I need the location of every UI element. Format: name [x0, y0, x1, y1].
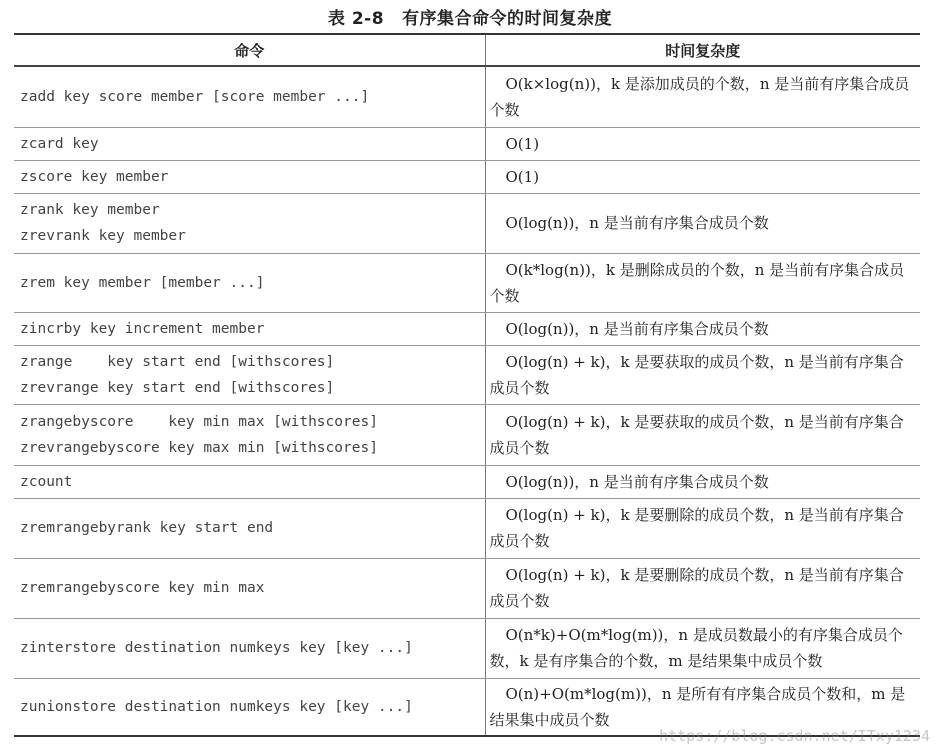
command-cell: zrank key member zrevrank key member	[14, 193, 485, 253]
complexity-cell: O(log(n))，n 是当前有序集合成员个数	[485, 465, 920, 498]
command-cell: zcount	[14, 465, 485, 498]
table-caption: 有序集合命令的时间复杂度	[402, 9, 613, 29]
complexity-cell: O(n)+O(m*log(m))，n 是所有有序集合成员个数和，m 是结果集中成员个数	[485, 678, 920, 736]
table-row	[14, 127, 920, 160]
table-row	[14, 345, 920, 404]
table-row	[14, 253, 920, 312]
table-row	[14, 558, 920, 618]
complexity-cell: O(log(n) + k)，k 是要获取的成员个数，n 是当前有序集合成员个数	[485, 404, 920, 465]
command-cell: zunionstore destination numkeys key [key ...]	[14, 678, 485, 736]
table-row	[14, 404, 920, 465]
table-row	[14, 193, 920, 253]
complexity-table	[14, 33, 920, 737]
header-row	[14, 34, 920, 66]
complexity-cell: O(log(n) + k)，k 是要删除的成员个数，n 是当前有序集合成员个数	[485, 498, 920, 558]
complexity-cell: O(log(n))，n 是当前有序集合成员个数	[485, 193, 920, 253]
command-cell: zrangebyscore key min max [withscores] zrevrangebyscore key max min [withscores]	[14, 404, 485, 465]
complexity-cell: O(log(n) + k)，k 是要获取的成员个数，n 是当前有序集合成员个数	[485, 345, 920, 404]
table-row	[14, 498, 920, 558]
command-cell: zincrby key increment member	[14, 312, 485, 345]
table-row	[14, 465, 920, 498]
complexity-cell: O(log(n) + k)，k 是要删除的成员个数，n 是当前有序集合成员个数	[485, 558, 920, 618]
command-cell: zremrangebyscore key min max	[14, 558, 485, 618]
complexity-cell: O(1)	[485, 127, 920, 160]
complexity-cell: O(n*k)+O(m*log(m))，n 是成员数最小的有序集合成员个数，k 是有序集合的个数，m 是结果集中成员个数	[485, 618, 920, 678]
complexity-cell: O(k×log(n))，k 是添加成员的个数，n 是当前有序集合成员个数	[485, 66, 920, 127]
table-row	[14, 160, 920, 193]
table-row	[14, 66, 920, 127]
command-cell: zinterstore destination numkeys key [key ...]	[14, 618, 485, 678]
table-row	[14, 312, 920, 345]
header-complexity: 时间复杂度	[485, 34, 920, 66]
table-row	[14, 618, 920, 678]
command-cell: zrem key member [member ...]	[14, 253, 485, 312]
complexity-cell: O(log(n))，n 是当前有序集合成员个数	[485, 312, 920, 345]
table-number: 表 2-8	[327, 9, 385, 29]
command-cell: zrange key start end [withscores] zrevrange key start end [withscores]	[14, 345, 485, 404]
header-command: 命令	[14, 34, 485, 66]
command-cell: zscore key member	[14, 160, 485, 193]
watermark: https://blog.csdn.net/ITxy1234	[659, 727, 930, 745]
complexity-cell: O(k*log(n))，k 是删除成员的个数，n 是当前有序集合成员个数	[485, 253, 920, 312]
command-cell: zadd key score member [score member ...]	[14, 66, 485, 127]
command-cell: zremrangebyrank key start end	[14, 498, 485, 558]
complexity-cell: O(1)	[485, 160, 920, 193]
table-title	[0, 4, 940, 29]
command-cell: zcard key	[14, 127, 485, 160]
